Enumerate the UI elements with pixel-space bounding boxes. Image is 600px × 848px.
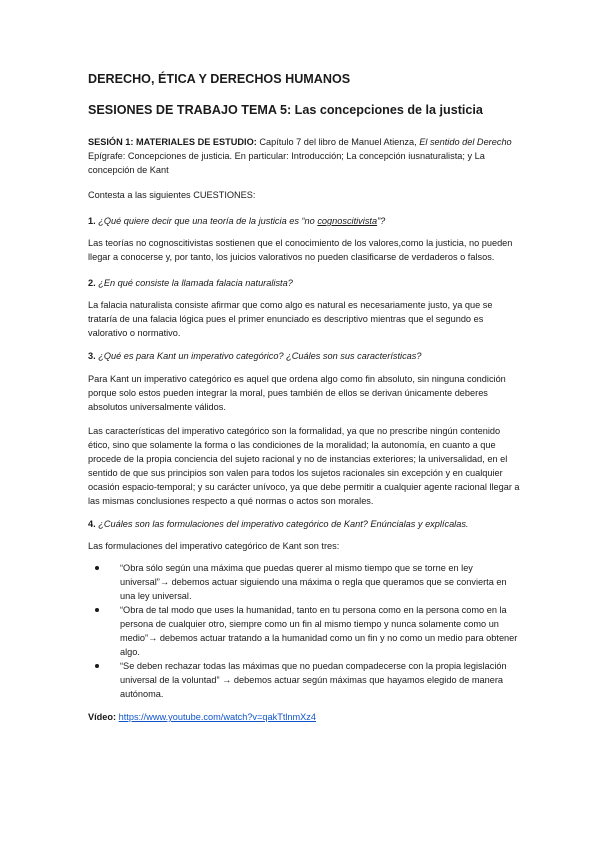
question-4-text: ¿Cuáles son las formulaciones del imperativo categórico de Kant? Enúncialas y explícalas. — [95, 519, 469, 529]
question-1-underlined: cognoscitivista — [317, 216, 378, 226]
question-4-number: 4. — [88, 519, 96, 529]
question-1-text-a: ¿Qué quiere decir que una teoría de la justicia es “no — [95, 216, 318, 226]
question-3 — [88, 349, 520, 363]
list-item — [120, 603, 520, 659]
session-title: SESIONES DE TRABAJO TEMA 5: Las concepciones de la justicia — [88, 103, 483, 117]
question-4 — [88, 517, 520, 531]
list-item — [120, 659, 520, 701]
question-1-number: 1. — [88, 216, 96, 226]
list-item-text: “Se deben rechazar todas las máximas que no puedan compadecerse con la propia legislación universal de la voluntad” → debemos actuar según máximas que hayamos elegido de manera autónoma. — [120, 661, 507, 699]
question-1-text-b: ”? — [377, 216, 386, 226]
bullet-icon — [95, 566, 99, 570]
question-2 — [88, 276, 520, 290]
formulations-list — [88, 561, 520, 701]
video-link[interactable]: https://www.youtube.com/watch?v=qakTtlnmXz4 — [118, 712, 317, 722]
answer-4-intro: Las formulaciones del imperativo categórico de Kant son tres: — [88, 541, 340, 551]
question-3-text: ¿Qué es para Kant un imperativo categórico? ¿Cuáles son sus características? — [95, 351, 422, 361]
session-text-a: Capítulo 7 del libro de Manuel Atienza, — [256, 137, 420, 147]
document-content — [88, 72, 520, 724]
question-3-number: 3. — [88, 351, 96, 361]
session-label: SESIÓN 1: MATERIALES DE ESTUDIO: — [88, 137, 257, 147]
document-title: DERECHO, ÉTICA Y DERECHOS HUMANOS — [88, 72, 351, 86]
session-materials — [88, 135, 520, 177]
answer-2: La falacia naturalista consiste afirmar que como algo es natural es necesariamente justo, ya que se trataría de una falacia lógica pues el primer enunciado es descriptivo mientras que el segundo es valorativo o normativo. — [88, 300, 493, 338]
bullet-icon — [95, 608, 99, 612]
session-text-b: Epígrafe: Concepciones de justicia. En particular: Introducción; La concepción iusnaturalista; y La concepción de Kant — [88, 151, 485, 175]
answer-3-paragraph-1: Para Kant un imperativo categórico es aquel que ordena algo como fin absoluto, sin ninguna condición porque solo estos pueden integrar la moral, pues también de ellos se derivan únicamente deberes absolutos universalmente válidos. — [88, 374, 506, 412]
question-2-text: ¿En qué consiste la llamada falacia naturalista? — [95, 278, 293, 288]
instructions: Contesta a las siguientes CUESTIONES: — [88, 190, 256, 200]
answer-3-paragraph-2: Las características del imperativo categórico son la formalidad, ya que no prescribe ningún contenido ético, sino que solamente la forma o las condiciones de la moralidad; la autonomía, en cuanto a que procede de la propia conciencia del sujeto racional y no de instancias exteriores; la universalidad, en el sentido de que sus principios son valen para todos los sujetos racionales sin excepción y en cualquier ocasión espacio-temporal; y su carácter unívoco, ya que debe permitir a cualquier agente racional llegar a las mismas conclusiones respecto a qué normas o actos son morales. — [88, 426, 520, 506]
list-item — [120, 561, 520, 603]
book-title: El sentido del Derecho — [419, 137, 512, 147]
question-2-number: 2. — [88, 278, 96, 288]
answer-1: Las teorías no cognoscitivistas sostienen que el conocimiento de los valores,como la justicia, no pueden llegar a conocerse y, por tanto, los juicios valorativos no pueden clasificarse de verdaderos o falsos. — [88, 238, 513, 262]
bullet-icon — [95, 664, 99, 668]
question-1 — [88, 214, 520, 228]
list-item-text: “Obra de tal modo que uses la humanidad, tanto en tu persona como en la persona como en la persona de cualquier otro, siempre como un fin al mismo tiempo y nunca solamente como un medio”→ debemos actuar tratando a la humanidad como un fin y no como un medio para obtener algo. — [120, 605, 518, 657]
list-item-text: “Obra sólo según una máxima que puedas querer al mismo tiempo que se torne en ley universal”→ debemos actuar siguiendo una máxima o regla que queramos que se convierta en una ley universal. — [120, 563, 507, 601]
video-line — [88, 710, 520, 724]
video-label: Vídeo: — [88, 712, 117, 722]
